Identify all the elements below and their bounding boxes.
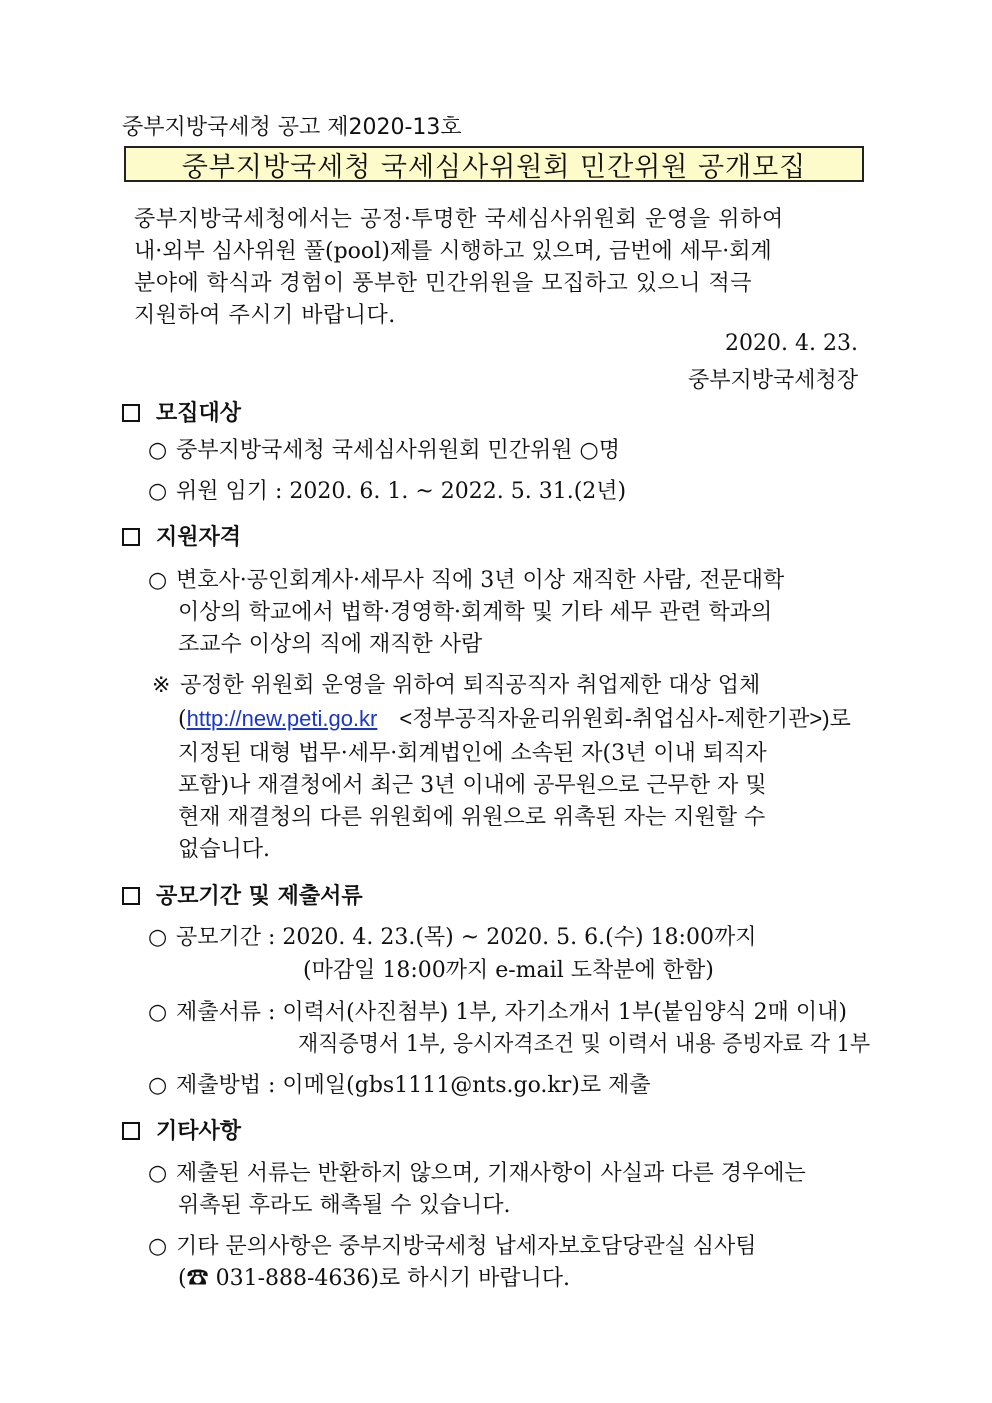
section-period-title: 공모기간 및 제출서류 — [156, 884, 363, 909]
target-item-2: ○ 위원 임기 : 2020. 6. 1. ~ 2022. 5. 31.(2년) — [148, 479, 627, 504]
section-qualification-heading — [122, 520, 241, 551]
intro-line-4: 지원하여 주시기 바랍니다. — [134, 303, 396, 328]
document-title-box — [124, 146, 864, 182]
checkbox-square-icon — [122, 887, 140, 905]
qualification-note-line-1: ※ 공정한 위원회 운영을 위하여 퇴직공직자 취업제한 대상 업체 — [152, 673, 761, 698]
period-item-2-line-1: ○ 제출서류 : 이력서(사진첨부) 1부, 자기소개서 1부(붙임양식 2매 이내) — [148, 1000, 847, 1025]
period-item-1-line-2: (마감일 18:00까지 e-mail 도착분에 한함) — [303, 958, 714, 983]
qualification-note-line-3: 지정된 대형 법무·세무·회계법인에 소속된 자(3년 이내 퇴직자 — [178, 741, 767, 766]
reference-mark-icon: ※ — [152, 673, 171, 698]
document-title: 중부지방국세청 국세심사위원회 민간위원 공개모집 — [181, 151, 807, 183]
qualification-note-line-2: (http://new.peti.go.kr <정부공직자윤리위원회-취업심사-제한기관>)로 — [178, 706, 851, 732]
qualification-item-1-line-2: 이상의 학교에서 법학·경영학·회계학 및 기타 세무 관련 학과의 — [178, 600, 773, 625]
notice-number: 중부지방국세청 공고 제2020-13호 — [122, 115, 462, 140]
etc-item-2-line-2: (☎ 031-888-4636)로 하시기 바랍니다. — [178, 1266, 570, 1291]
circle-bullet-icon: ○ — [148, 1161, 168, 1186]
intro-line-1: 중부지방국세청에서는 공정·투명한 국세심사위원회 운영을 위하여 — [134, 207, 784, 232]
checkbox-square-icon — [122, 1122, 140, 1140]
qualification-item-1-line-3: 조교수 이상의 직에 재직한 사람 — [178, 632, 483, 657]
qualification-note-line-4: 포함)나 재결청에서 최근 3년 이내에 공무원으로 근무한 자 및 — [178, 773, 767, 798]
circle-bullet-icon: ○ — [148, 925, 168, 950]
section-target-heading — [122, 396, 241, 427]
section-etc-title: 기타사항 — [156, 1119, 242, 1144]
issue-date: 2020. 4. 23. — [725, 331, 858, 356]
target-item-1: ○ 중부지방국세청 국세심사위원회 민간위원 ○명 — [148, 438, 620, 463]
checkbox-square-icon — [122, 404, 140, 422]
period-item-3: ○ 제출방법 : 이메일(gbs1111@nts.go.kr)로 제출 — [148, 1073, 651, 1098]
etc-item-1-line-2: 위촉된 후라도 해촉될 수 있습니다. — [178, 1193, 511, 1218]
circle-bullet-icon: ○ — [148, 479, 168, 504]
period-item-2-line-2: 재직증명서 1부, 응시자격조건 및 이력서 내용 증빙자료 각 1부 — [298, 1032, 871, 1057]
intro-line-2: 내·외부 심사위원 풀(pool)제를 시행하고 있으며, 금번에 세무·회계 — [134, 239, 772, 264]
checkbox-square-icon — [122, 528, 140, 546]
etc-item-1-line-1: ○ 제출된 서류는 반환하지 않으며, 기재사항이 사실과 다른 경우에는 — [148, 1161, 806, 1186]
section-target-title: 모집대상 — [156, 401, 242, 426]
circle-bullet-icon: ○ — [148, 1073, 168, 1098]
circle-bullet-icon: ○ — [148, 1234, 168, 1259]
intro-line-3: 분야에 학식과 경험이 풍부한 민간위원을 모집하고 있으니 적극 — [134, 271, 753, 296]
qualification-note-line-5: 현재 재결청의 다른 위원회에 위원으로 위촉된 자는 지원할 수 — [178, 805, 766, 830]
period-item-1-line-1: ○ 공모기간 : 2020. 4. 23.(목) ~ 2020. 5. 6.(수) 18:00까지 — [148, 925, 757, 950]
peti-link[interactable]: http://new.peti.go.kr — [186, 706, 378, 731]
issuer: 중부지방국세청장 — [687, 368, 858, 393]
circle-bullet-icon: ○ — [148, 568, 168, 593]
qualification-item-1-line-1: ○ 변호사·공인회계사·세무사 직에 3년 이상 재직한 사람, 전문대학 — [148, 568, 785, 593]
etc-item-2-line-1: ○ 기타 문의사항은 중부지방국세청 납세자보호담당관실 심사팀 — [148, 1234, 757, 1259]
section-period-heading — [122, 879, 363, 910]
circle-bullet-icon: ○ — [148, 1000, 168, 1025]
section-etc-heading — [122, 1114, 241, 1145]
qualification-note-line-6: 없습니다. — [178, 837, 271, 862]
section-qualification-title: 지원자격 — [156, 525, 242, 550]
circle-bullet-icon: ○ — [148, 438, 168, 463]
